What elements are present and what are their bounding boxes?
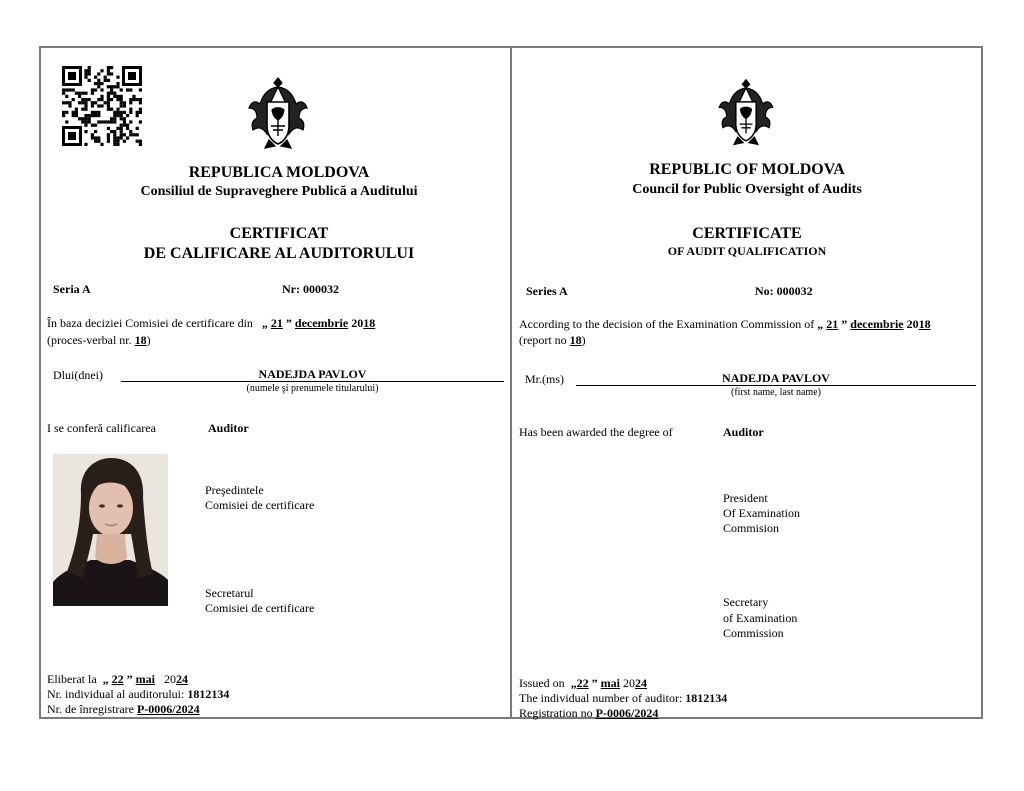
- country-heading: REPUBLICA MOLDOVA: [188, 164, 370, 181]
- president-commission: Comisiei de certificare: [205, 498, 315, 512]
- certificate-number: No: 000032: [755, 284, 813, 298]
- certificate-subtitle: DE CALIFICARE AL AUDITORULUI: [143, 245, 415, 262]
- holder-underline: [576, 385, 976, 386]
- council-heading: Council for Public Oversight of Audits: [632, 182, 862, 197]
- country-heading: REPUBLIC OF MOLDOVA: [649, 161, 845, 178]
- president-title: Preşedintele: [205, 483, 264, 497]
- decision-line: According to the decision of the Examination Commission of „ 21 ” decembrie 2018: [519, 317, 931, 331]
- decision-day: 21: [270, 316, 283, 330]
- conferred-label: I se conferă calificarea: [47, 421, 156, 435]
- decision-month: decembrie: [850, 317, 904, 331]
- issued-month: mai: [600, 676, 621, 690]
- certificate-title: CERTIFICAT: [229, 225, 329, 242]
- report-line: (report no 18): [519, 333, 586, 347]
- holder-label: Dlui(dnei): [53, 368, 103, 382]
- decision-day: 21: [826, 317, 839, 331]
- holder-hint: (numele şi prenumele titularului): [246, 383, 379, 394]
- certificate-title: CERTIFICATE: [692, 225, 802, 242]
- secretary-commission: of Examination: [723, 611, 798, 625]
- report-number: 18: [134, 333, 147, 347]
- individual-number: 1812134: [685, 691, 728, 705]
- holder-hint: (first name, last name): [731, 387, 821, 398]
- conferred-label: Has been awarded the degree of: [519, 425, 673, 439]
- holder-name: NADEJDA PAVLOV: [722, 371, 830, 385]
- qualification: Auditor: [208, 421, 249, 435]
- secretary-title: Secretary: [723, 595, 769, 609]
- qr-code-icon: [62, 66, 142, 146]
- report-line: (proces-verbal nr. 18): [47, 333, 151, 347]
- certificate-subtitle: OF AUDIT QUALIFICATION: [667, 244, 827, 258]
- holder-photo: [53, 454, 168, 606]
- issued-day: 22: [111, 672, 124, 686]
- registration-line: Nr. de înregistrare P-0006/2024: [47, 702, 200, 716]
- issued-line: Issued on „22 ” mai 2024: [519, 676, 648, 690]
- individual-number-line: Nr. individual al auditorului: 1812134: [47, 687, 230, 701]
- registration-line: Registration no P-0006/2024: [519, 706, 659, 720]
- report-number: 18: [569, 333, 582, 347]
- issued-day: 22: [576, 676, 589, 690]
- decision-line: În baza deciziei Comisiei de certificare din „ 21 ” decembrie 2018: [47, 316, 376, 330]
- individual-number: 1812134: [187, 687, 230, 701]
- president-commission: Of Examination: [723, 506, 800, 520]
- registration-number: P-0006/2024: [136, 702, 200, 716]
- holder-label: Mr.(ms): [525, 372, 564, 386]
- secretary-commission: Comisiei de certificare: [205, 601, 315, 615]
- holder-name: NADEJDA PAVLOV: [258, 367, 367, 381]
- coat-of-arms-icon: [245, 74, 311, 154]
- series-label: Seria A: [53, 282, 91, 296]
- president-title: President: [723, 491, 768, 505]
- issued-line: Eliberat la „ 22 ” mai 2024: [47, 672, 188, 686]
- coat-of-arms-icon: [713, 76, 779, 150]
- decision-month: decembrie: [294, 316, 349, 330]
- qualification: Auditor: [723, 425, 764, 439]
- secretary-commission-2: Commission: [723, 626, 784, 640]
- holder-underline: [121, 381, 504, 382]
- president-commission-2: Commision: [723, 521, 780, 535]
- series-label: Series A: [526, 284, 568, 298]
- certificate-number: Nr: 000032: [282, 282, 339, 296]
- registration-number: P-0006/2024: [595, 706, 659, 720]
- council-heading: Consiliul de Supraveghere Publică a Auditului: [140, 184, 418, 199]
- page-divider: [510, 46, 512, 719]
- secretary-title: Secretarul: [205, 586, 254, 600]
- issued-month: mai: [135, 672, 155, 686]
- individual-number-line: The individual number of auditor: 1812134: [519, 691, 728, 705]
